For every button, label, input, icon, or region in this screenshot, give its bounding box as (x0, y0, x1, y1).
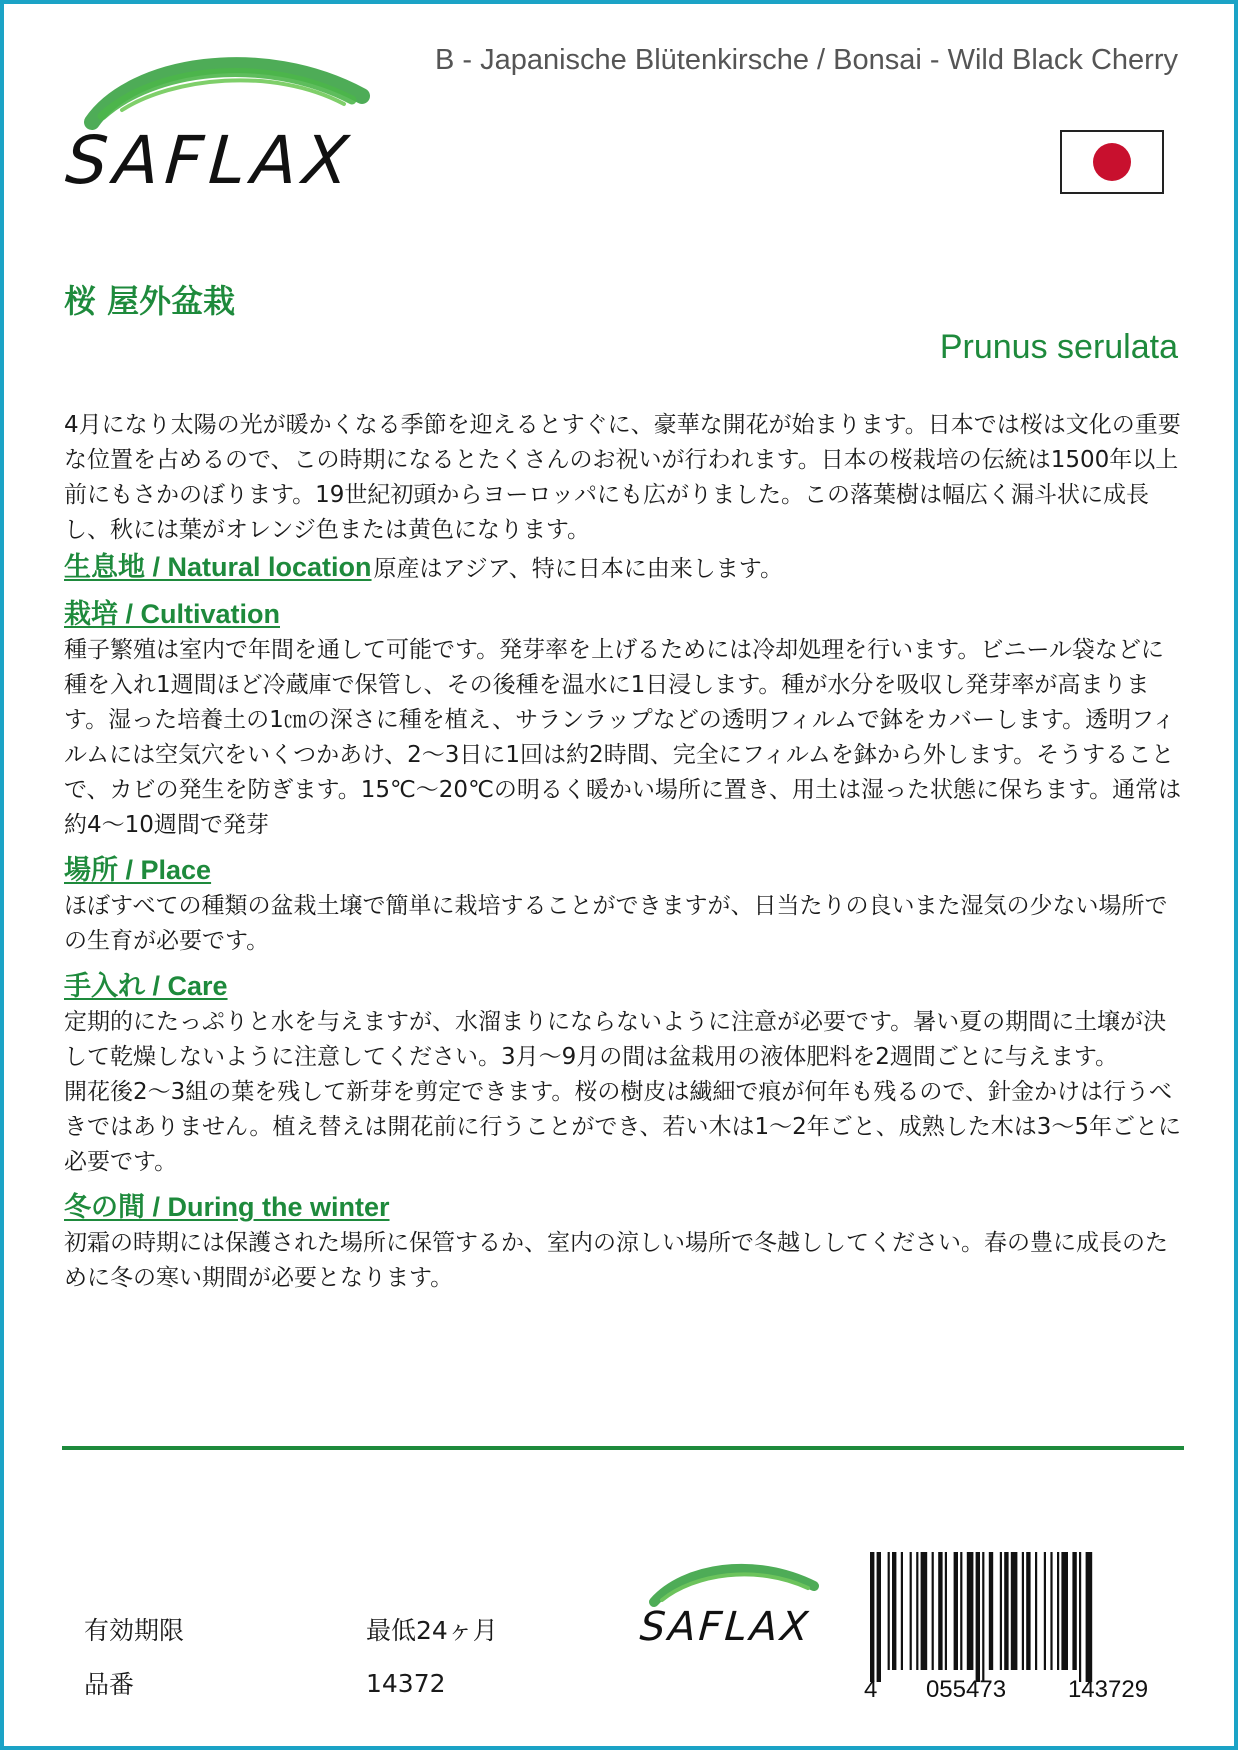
section-heading-cultivation: 栽培 / Cultivation (64, 599, 280, 629)
barcode-bar (1050, 1552, 1052, 1670)
barcode-bar (954, 1552, 958, 1670)
barcode-bar (989, 1552, 993, 1670)
section-heading-place: 場所 / Place (64, 855, 212, 885)
barcode-bar (1079, 1552, 1081, 1682)
barcode-bar (967, 1552, 974, 1670)
barcode-bar (901, 1552, 903, 1670)
intro-paragraph: 4月になり太陽の光が暖かくなる季節を迎えるとすぐに、豪華な開花が始まります。日本では桜は文化の重要な位置を占めるので、この時期になるとたくさんのお祝いが行われます。日本の桜栽培の伝統は1500年以上前にもさかのぼります。19世紀初頭からヨーロッパにも広がりました。この落葉樹は幅広く漏斗状に成長し、秋には葉がオレンジ色または黄色になります。 (64, 412, 1181, 543)
expiry-value: 最低24ヶ月 (366, 1616, 498, 1645)
section-text-winter: 初霜の時期には保護された場所に保管するか、室内の涼しい場所で冬越ししてください。春の豊に成長のために冬の寒い期間が必要となります。 (64, 1230, 1168, 1291)
barcode-bar (932, 1552, 934, 1670)
barcode-bar (945, 1552, 947, 1670)
item-number-row (84, 1656, 498, 1710)
barcode-digits (860, 1676, 1186, 1710)
barcode-bar (1026, 1552, 1030, 1670)
barcode-bar (921, 1552, 928, 1670)
flag-sun (1093, 143, 1131, 181)
footer-divider (62, 1446, 1184, 1450)
barcode-bar (1072, 1552, 1076, 1670)
barcode-bar (877, 1552, 881, 1682)
barcode-digit-first: 4 (864, 1676, 878, 1703)
product-info (84, 1602, 498, 1710)
ean-barcode (860, 1552, 1186, 1712)
item-number-value: 14372 (366, 1668, 446, 1698)
barcode-bar (1022, 1552, 1024, 1670)
section-heading-winter: 冬の間 / During the winter (64, 1192, 390, 1222)
barcode-bar (938, 1552, 942, 1670)
expiry-row (84, 1602, 498, 1656)
barcode-digits-right: 143729 (1067, 1676, 1149, 1703)
description-body (64, 408, 1186, 1304)
barcode-bar (892, 1552, 896, 1670)
section-care (64, 967, 1186, 1180)
barcode-bar (960, 1552, 962, 1670)
barcode-bar (888, 1552, 890, 1670)
barcode-bar (976, 1552, 980, 1682)
section-natural-location (64, 548, 1186, 587)
japanese-title: 桜 屋外盆栽 (64, 282, 236, 320)
brand-wordmark: SAFLAX (63, 122, 357, 199)
barcode-bar (1061, 1552, 1068, 1670)
section-winter (64, 1188, 1186, 1296)
barcode-bars-icon (860, 1552, 1186, 1682)
latin-name: Prunus serulata (939, 328, 1178, 366)
section-heading-care: 手入れ / Care (64, 971, 228, 1001)
barcode-bar (1000, 1552, 1002, 1670)
saflax-logo-small (634, 1556, 834, 1656)
section-place (64, 851, 1186, 959)
barcode-bar (1044, 1552, 1046, 1670)
section-text-natural-location: 原産はアジア、特に日本に由来します。 (373, 556, 783, 582)
brand-wordmark-small: SAFLAX (638, 1604, 813, 1650)
barcode-bar (1004, 1552, 1008, 1670)
saflax-logo (62, 44, 402, 214)
item-number-label: 品番 (84, 1670, 135, 1699)
section-text-place: ほぼすべての種類の盆栽土壌で簡単に栽培することができますが、日当たりの良いまた湿気の少ない場所での生育が必要です。 (64, 893, 1168, 954)
section-text-care-1: 定期的にたっぷりと水を与えますが、水溜まりにならないように注意が必要です。暑い夏の期間に土壌が決して乾燥しないように注意してください。3月～9月の間は盆栽用の液体肥料を2週間ごとに与えます。 (64, 1009, 1167, 1070)
section-text-care-2: 開花後2～3組の葉を残して新芽を剪定できます。桜の樹皮は繊細で痕が何年も残るので、針金かけは行うべきではありません。植え替えは開花前に行うことができ、若い木は1～2年ごと、成熟した木は3～5年ごとに必要です。 (64, 1079, 1181, 1175)
barcode-bar (1057, 1552, 1059, 1670)
barcode-digits-left: 055473 (925, 1676, 1007, 1703)
barcode-bar (982, 1552, 984, 1682)
barcode-bar (910, 1552, 912, 1670)
barcode-bar (870, 1552, 874, 1682)
section-heading-natural-location: 生息地 / Natural location (64, 552, 372, 582)
product-line-title: B - Japanische Blütenkirsche / Bonsai - Wild Black Cherry (434, 44, 1178, 76)
barcode-bar (916, 1552, 918, 1670)
barcode-bar (1011, 1552, 1018, 1670)
barcode-bar (1035, 1552, 1037, 1670)
section-text-cultivation: 種子繁殖は室内で年間を通して可能です。発芽率を上げるためには冷却処理を行います。ビニール袋などに種を入れ1週間ほど冷蔵庫で保管し、その後種を温水に1日浸します。種が水分を吸収し発芽率が高まります。湿った培養土の1㎝の深さに種を植え、サランラップなどの透明フィルムで鉢をカバーします。透明フィルムには空気穴をいくつかあけ、2～3日に1回は約2時間、完全にフィルムを鉢から外します。そうすることで、カビの発生を防ぎます。15℃〜20℃の明るく暖かい場所に置き、用土は湿った状態に保ちます。通常は約4～10週間で発芽 (64, 637, 1182, 838)
expiry-label: 有効期限 (84, 1616, 185, 1645)
barcode-bar (1086, 1552, 1093, 1682)
section-cultivation (64, 595, 1186, 843)
japan-flag-icon (1060, 130, 1164, 194)
